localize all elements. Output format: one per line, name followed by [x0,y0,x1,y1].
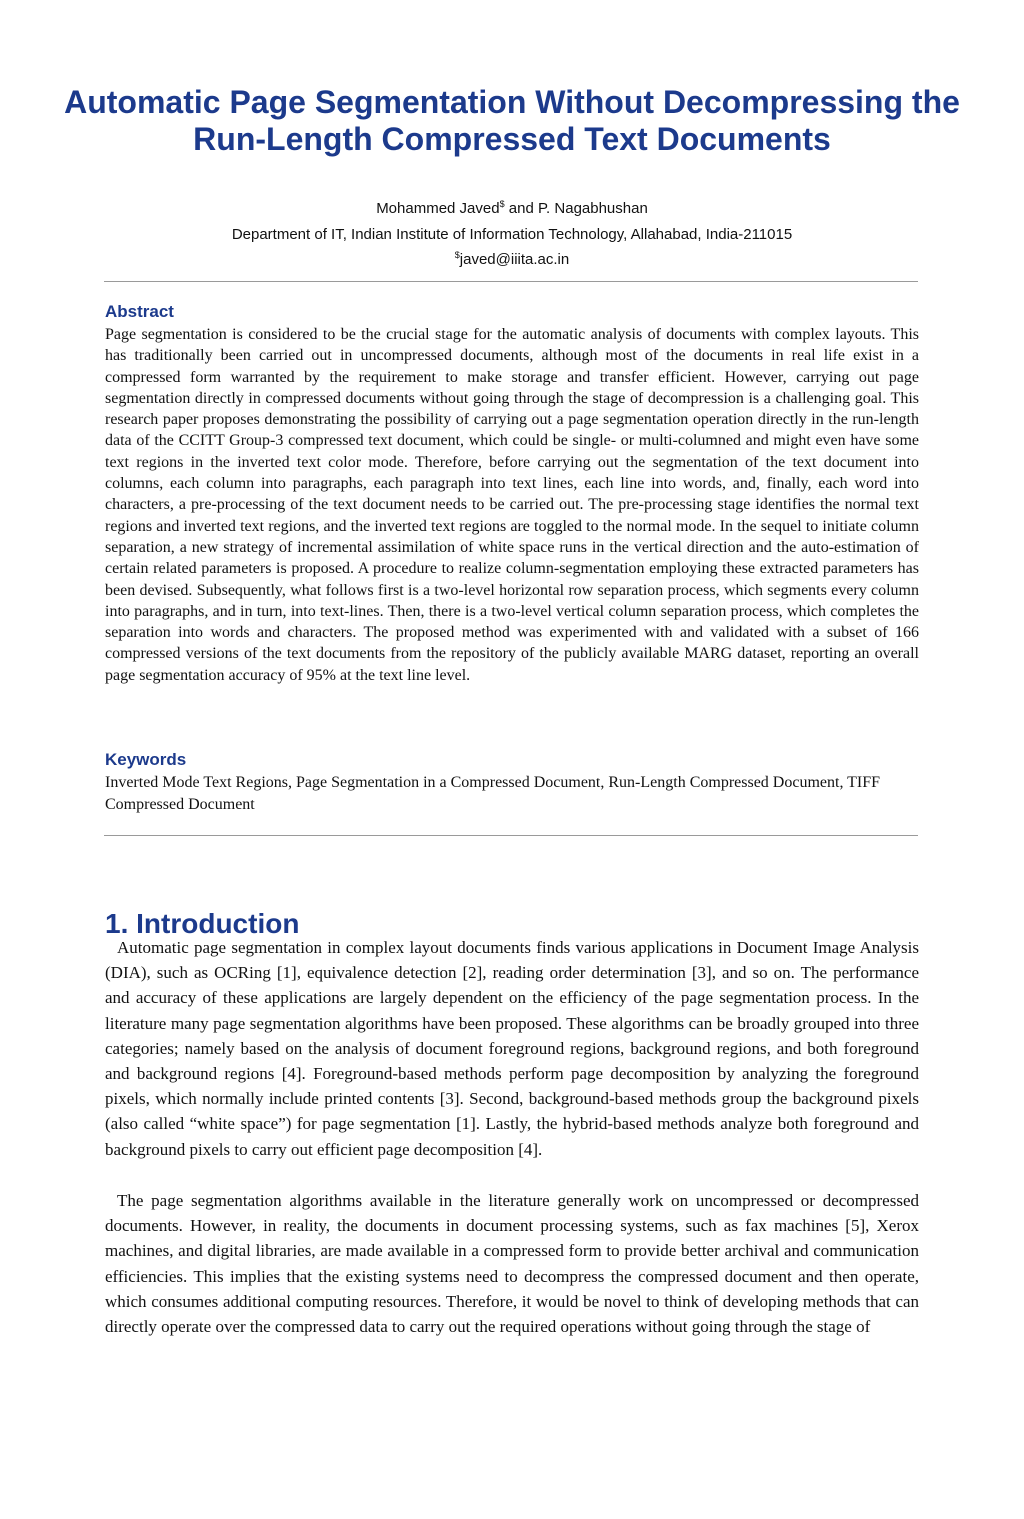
keywords-heading: Keywords [105,750,187,769]
email-line [60,251,964,268]
email-address[interactable]: javed@iiita.ac.in [459,251,570,268]
introduction-paragraph-2: The page segmentation algorithms available in the literature generally work on uncompressed or decompressed documents. However, in reality, the documents in document processing systems, such as fax machines [5], Xerox machines, and digital libraries, are made available in a compressed form to provide better archival and communication efficiencies. This implies that the existing systems need to decompress the compressed document and then operate, which consumes additional computing resources. Therefore, it would be novel to think of developing methods that can directly operate over the compressed data to carry out the required operations without going through the stage of [105,1191,919,1337]
keywords-text: Inverted Mode Text Regions, Page Segmentation in a Compressed Document, Run-Length Compressed Document, TIFF Compressed Document [105,774,881,813]
author-name: P. Nagabhushan [537,200,648,217]
author-name: Mohammed Javed [376,200,500,217]
author-line [60,200,964,217]
introduction-heading: 1. Introduction [105,908,300,940]
introduction-paragraph-1: Automatic page segmentation in complex layout documents finds various applications in Document Image Analysis (DIA), such as OCRing [1], equivalence detection [2], reading order determination [3], and so on. The performance and accuracy of these applications are largely dependent on the efficiency of the page segmentation process. In the literature many page segmentation algorithms have been proposed. These algorithms can be broadly grouped into three categories; namely based on the analysis of document foreground regions, background regions, and both foreground and background regions [4]. Foreground-based methods perform page decomposition by analyzing the foreground pixels, which normally include printed contents [3]. Second, background-based methods group the background pixels (also called “white space”) for page segmentation [1]. Lastly, the hybrid-based methods analyze both foreground and background pixels to carry out efficient page decomposition [4]. [105,938,919,1159]
author-connector: and [504,200,538,217]
abstract-text: Page segmentation is considered to be the crucial stage for the automatic analysis of documents with complex layouts. This has traditionally been carried out in uncompressed documents, although most of the documents in real life exist in a compressed form warranted by the requirement to make storage and transfer efficient. However, carrying out page segmentation directly in compressed documents without going through the stage of decompression is a challenging goal. This research paper proposes demonstrating the possibility of carrying out a page segmentation operation directly in the run-length data of the CCITT Group-3 compressed text document, which could be single- or multi-columned and might even have some text regions in the inverted text color mode. Therefore, before carrying out the segmentation of the text document into columns, each column into paragraphs, each paragraph into text lines, each line into words, and, finally, each word into characters, a pre-processing of the text document needs to be carried out. The pre-processing stage identifies the normal text regions and inverted text regions, and the inverted text regions are toggled to the normal mode. In the sequel to initiate column separation, a new strategy of incremental assimilation of white space runs in the vertical direction and the auto-estimation of certain related parameters is proposed. A procedure to realize column-segmentation employing these extracted parameters has been devised. Subsequently, what follows first is a two-level horizontal row separation process, which segments every column into paragraphs, and in turn, into text-lines. Then, there is a two-level vertical column separation process, which completes the separation into words and characters. The proposed method was experimented with and validated with a subset of 166 compressed versions of the text documents from the repository of the publicly available MARG dataset, reporting an overall page segmentation accuracy of 95% at the text line level. [105,326,919,684]
affiliation: Department of IT, Indian Institute of Information Technology, Allahabad, India-211015 [231,226,793,243]
abstract-heading: Abstract [105,302,174,321]
divider-bottom [104,835,918,836]
email-footnote-mark: $ [454,250,460,260]
paper-title: Automatic Page Segmentation Without Decompressing the Run-Length Compressed Text Documents [64,84,960,157]
author-footnote-mark: $ [499,199,505,209]
divider-top [104,281,918,282]
